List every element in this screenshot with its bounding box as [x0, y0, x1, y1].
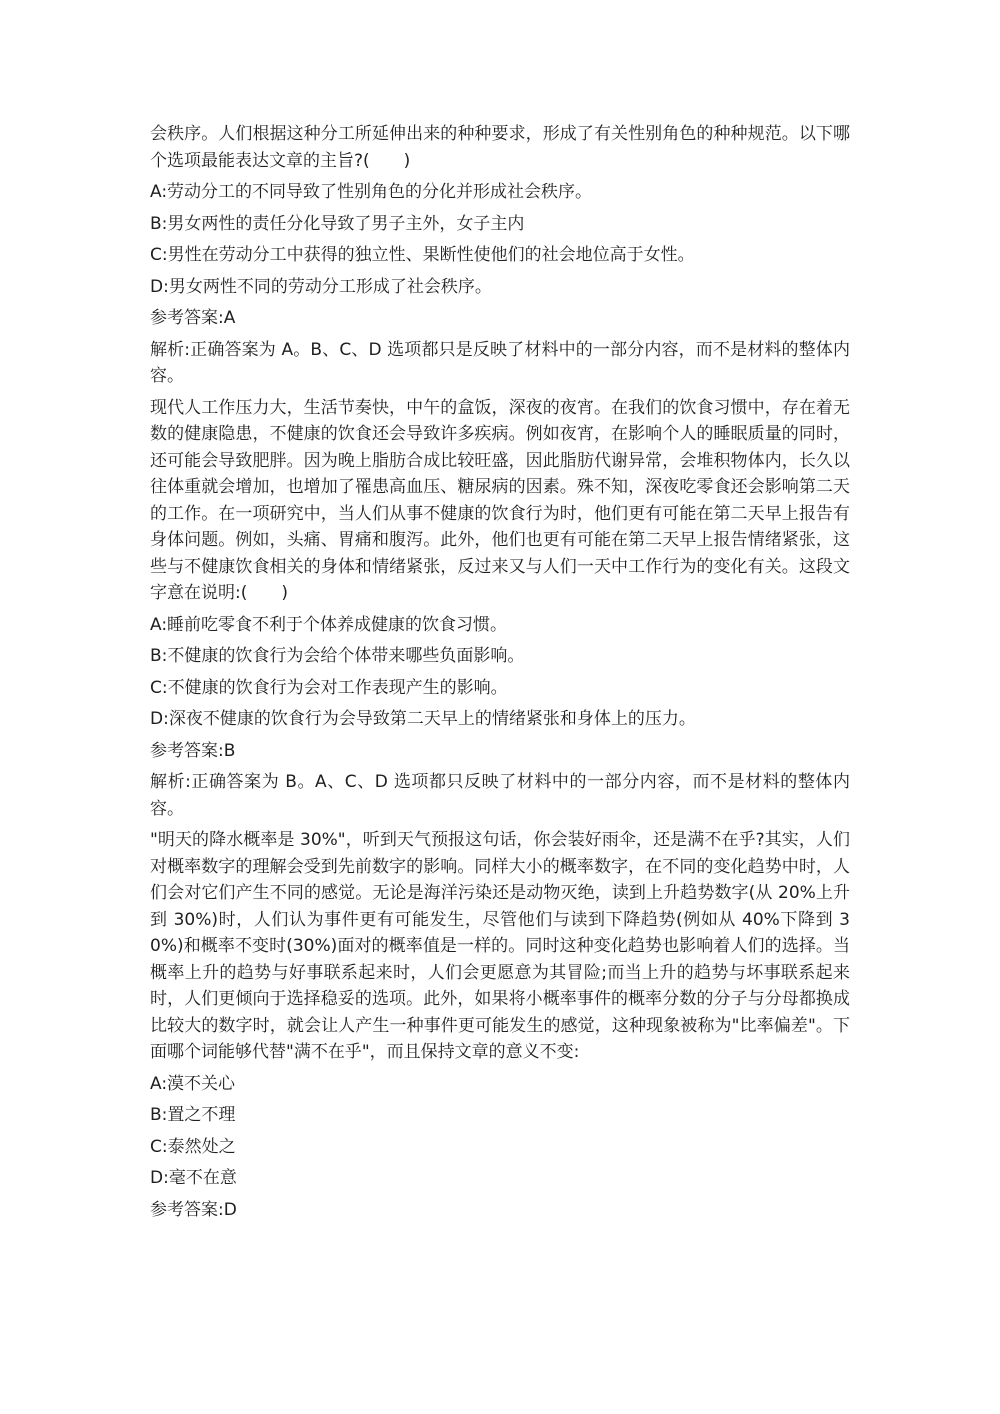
reference-answer: 参考答案:A	[150, 308, 236, 328]
option-a: A:睡前吃零食不利于个体养成健康的饮食习惯。	[150, 614, 508, 635]
question-stem: 会秩序。人们根据这种分工所延伸出来的种种要求，形成了有关性别角色的种种规范。以下哪个选项最能表达文章的主旨?( )	[150, 124, 850, 171]
option-b: B:不健康的饮食行为会给个体带来哪些负面影响。	[150, 646, 525, 666]
option-c: C:不健康的饮食行为会对工作表现产生的影响。	[150, 677, 508, 698]
option-c: C:男性在劳动分工中获得的独立性、果断性使他们的社会地位高于女性。	[150, 245, 695, 265]
option-d: D:男女两性不同的劳动分工形成了社会秩序。	[150, 276, 492, 297]
reference-answer: 参考答案:B	[150, 740, 236, 761]
answer-analysis: 解析:正确答案为 A。B、C、D 选项都只是反映了材料中的一部分内容，而不是材料的整体内容。	[150, 339, 850, 386]
answer-analysis: 解析:正确答案为 B。A、C、D 选项都只反映了材料中的一部分内容，而不是材料的整体内容。	[150, 772, 850, 819]
option-d: D:深夜不健康的饮食行为会导致第二天早上的情绪紧张和身体上的压力。	[150, 709, 696, 729]
document-page	[150, 121, 850, 1228]
question-stem: 现代人工作压力大，生活节奏快，中午的盒饭，深夜的夜宵。在我们的饮食习惯中，存在着无数的健康隐患，不健康的饮食还会导致许多疾病。例如夜宵，在影响个人的睡眠质量的同时，还可能会导致肥胖。因为晚上脂肪合成比较旺盛，因此脂肪代谢异常，会堆积物体内，长久以往体重就会增加，也增加了罹患高血压、糖尿病的因素。殊不知，深夜吃零食还会影响第二天的工作。在一项研究中，当人们从事不健康的饮食行为时，他们更有可能在第二天早上报告有身体问题。例如，头痛、胃痛和腹泻。此外，他们也更有可能在第二天早上报告情绪紧张，这些与不健康饮食相关的身体和情绪紧张，反过来又与人们一天中工作行为的变化有关。这段文字意在说明:( )	[150, 397, 850, 603]
option-a: A:劳动分工的不同导致了性别角色的分化并形成社会秩序。	[150, 182, 593, 202]
option-d: D:毫不在意	[150, 1168, 237, 1188]
option-a: A:漠不关心	[150, 1073, 236, 1094]
option-b: B:置之不理	[150, 1105, 236, 1125]
question-stem: "明天的降水概率是 30%"，听到天气预报这句话，你会装好雨伞，还是满不在乎?其实，人们对概率数字的理解会受到先前数字的影响。同样大小的概率数字，在不同的变化趋势中时，人们会对它们产生不同的感觉。无论是海洋污染还是动物灭绝，读到上升趋势数字(从 20%上升到 30%)时，人们认为事件更有可能发生，尽管他们与读到下降趋势(例如从 40%下降到 30%)和概率不变时(30%)面对的概率值是一样的。同时这种变化趋势也影响着人们的选择。当概率上升的趋势与好事联系起来时，人们会更愿意为其冒险;而当上升的趋势与坏事联系起来时，人们更倾向于选择稳妥的选项。此外，如果将小概率事件的概率分数的分子与分母都换成比较大的数字时，就会让人产生一种事件更可能发生的感觉，这种现象被称为"比率偏差"。下面哪个词能够代替"满不在乎"，而且保持文章的意义不变:	[150, 830, 850, 1062]
option-c: C:泰然处之	[150, 1136, 236, 1157]
reference-answer: 参考答案:D	[150, 1199, 237, 1220]
option-b: B:男女两性的责任分化导致了男子主外，女子主内	[150, 213, 525, 234]
